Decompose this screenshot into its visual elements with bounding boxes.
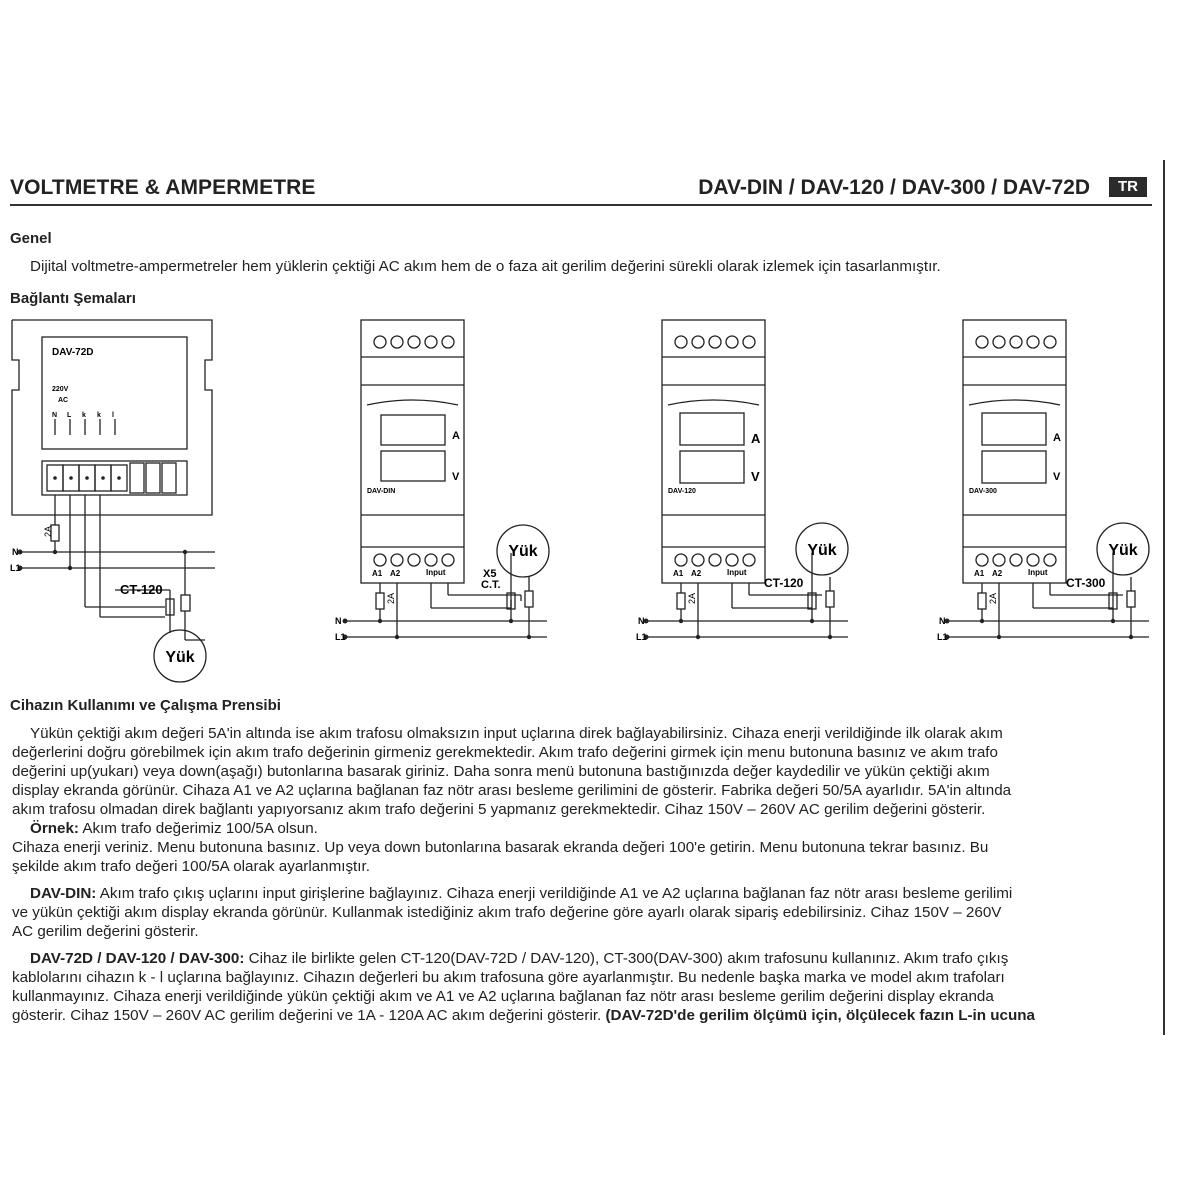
davdin-a2-label: A2 [390,569,401,578]
dav72d-terminal-l: L [67,412,72,419]
dav300-a1-label: A1 [974,569,985,578]
dav72d-load-label: Yük [165,649,195,666]
general-text: Dijital voltmetre-ampermetreler hem yüklerin çektiği AC akım hem de o faza ait gerilim değerini sürekli olarak izlemek için tasarlanmıştır. [30,258,941,275]
davdin-n-label: N [335,616,342,626]
usage-body [12,724,1162,1025]
dav72d-terminal-n: N [52,412,58,419]
diagram-dav300 [937,315,1167,650]
davdin-load-label: Yük [508,543,538,560]
davdin-ct-label: C.T. [481,579,501,591]
dav72d-terminal-k2: k [97,412,101,419]
davdin-model-label: DAV-DIN [367,488,396,495]
dav120-a1-label: A1 [673,569,684,578]
dav120-load-label: Yük [807,542,837,559]
dav300-a2-label: A2 [992,569,1003,578]
davdin-a-label: A [452,430,460,442]
dav120-a2-label: A2 [691,569,702,578]
usage-line: şekilde akım trafo değeri 100/5A olarak ayarlanmıştır. [12,858,370,875]
usage-line: kablolarını cihazın k - l uçlarına bağlayınız. Cihazın değerleri bu akım trafosuna göre ayarlanmıştır. Bu nedenle başka marka ve model akım trafoları [12,969,1005,986]
dav120-n-label: N [638,616,645,626]
davdin-v-label: V [452,471,460,483]
dav300-v-label: V [1053,471,1061,483]
dav120-ct-label: CT-120 [764,576,804,590]
dav300-model-label: DAV-300 [969,488,997,495]
language-badge: TR [1109,177,1147,197]
dav72d-l1-label: L1 [10,563,21,573]
dav72d-voltage-label: 220V [52,386,69,393]
document-header [10,172,1152,206]
dav72d-terminal-l2: l [112,412,114,419]
dav120-l1-label: L1 [636,632,647,642]
general-paragraph [12,257,1162,276]
model-list: DAV-DIN / DAV-120 / DAV-300 / DAV-72D [698,176,1090,199]
davdin-input-label: Input [426,568,446,577]
dav120-input-label: Input [727,568,747,577]
usage-line: Yükün çektiği akım değeri 5A'in altında ise akım trafosu olmaksızın input uçlarına direk bağlayabilirsiniz. Cihaza enerji verildiğinde ilk olarak akım [30,725,1003,742]
usage-line: Akım trafo çıkış uçlarını input girişlerine bağlayınız. Cihaza enerji verildiğinde A1 ve A2 uçlarına bağlanan faz nötr arası besleme gerilimi [96,885,1013,902]
usage-line: ve yükün çektiği akım display ekranda görünür. Kullanmak istediğiniz akım trafo değerine göre ayarlı olarak sipariş edebilirsiniz. Cihaz 150V – 260V [12,904,1002,921]
dav72d-terminal-k1: k [82,412,86,419]
dav300-input-label: Input [1028,568,1048,577]
dav72d-ac-label: AC [58,397,69,404]
section-title-general: Genel [10,230,52,247]
dav300-l1-label: L1 [937,632,948,642]
example-text: Akım trafo değerimiz 100/5A olsun. [78,820,318,837]
dav300-n-label: N [939,616,946,626]
davdin-l1-label: L1 [335,632,346,642]
section-title-usage: Cihazın Kullanımı ve Çalışma Prensibi [10,697,281,714]
dav120-fuse-label: 2A [687,592,697,604]
example-label: Örnek: [30,820,79,837]
usage-line: kullanmayınız. Cihaza enerji verildiğinde yükün çektiği akım ve A1 ve A2 uçlarına bağlanan faz nötr arası besleme gerilim değerini display ekranda [12,988,994,1005]
dav120-a-label: A [751,431,761,446]
usage-line: değerini up(yukarı) veya down(aşağı) butonlarına basarak giriniz. Daha sonra menü butonuna bastığınızda değer kaydedilir ve yükün çektiği akım [12,763,990,780]
usage-line: display ekranda görünür. Cihaza A1 ve A2 uçlarına bağlanan faz nötr arası besleme gerilimini de gösterir. Fabrika değeri 50/5A ayarlıdır. 5A'in altında [12,782,1012,799]
dav300-fuse-label: 2A [988,592,998,604]
davdin-a1-label: A1 [372,569,383,578]
diagram-davdin [335,315,565,650]
davdin-paragraph-label: DAV-DIN: [30,885,97,902]
usage-line: AC gerilim değerini gösterir. [12,923,199,940]
dav72d-ct-label: CT-120 [120,582,163,597]
diagram-dav120 [636,315,866,650]
dav72d-fuse-label: 2A [43,525,53,537]
section-title-diagrams: Bağlantı Şemaları [10,290,136,307]
davdin-ct-x-label: X5 [483,568,497,580]
document-title: VOLTMETRE & AMPERMETRE [10,176,316,199]
header-rule [10,204,1152,206]
dav72d-note-bold: (DAV-72D'de gerilim ölçümü için, ölçülecek fazın L-in ucuna [605,1007,1035,1024]
dav120-v-label: V [751,469,760,484]
dav-models-paragraph-label: DAV-72D / DAV-120 / DAV-300: [30,950,245,967]
usage-line: değerlerini doğru görebilmek için akım trafo değerinin girmeniz gerekmektedir. Akım trafo değerini girmek için menu butonuna basınız ve akım trafo [12,744,998,761]
dav300-load-label: Yük [1108,542,1138,559]
diagram-dav72d [0,315,230,690]
dav300-ct-label: CT-300 [1066,576,1106,590]
davdin-fuse-label: 2A [386,592,396,604]
dav300-a-label: A [1053,432,1061,444]
dav72d-model-label: DAV-72D [52,347,94,358]
dav120-model-label: DAV-120 [668,488,696,495]
usage-line: Cihaza enerji veriniz. Menu butonuna basınız. Up veya down butonlarına basarak ekranda değeri 100'e getirin. Menu butonuna tekrar basınız. Bu [12,839,989,856]
usage-line: akım trafosu olmadan direk bağlantı yapıyorsanız akım trafo değerini 5 yapmanız gerekmektedir. Cihaz 150V – 260V AC gerilim değerini gösterir. [12,801,986,818]
usage-line: gösterir. Cihaz 150V – 260V AC gerilim değerini ve 1A - 120A AC akım değerini gösterir. [12,1007,606,1024]
usage-line: Cihaz ile birlikte gelen CT-120(DAV-72D / DAV-120), CT-300(DAV-300) akım trafosunu kullanınız. Akım trafo çıkış [244,950,1009,967]
dav72d-n-label: N [12,547,19,557]
